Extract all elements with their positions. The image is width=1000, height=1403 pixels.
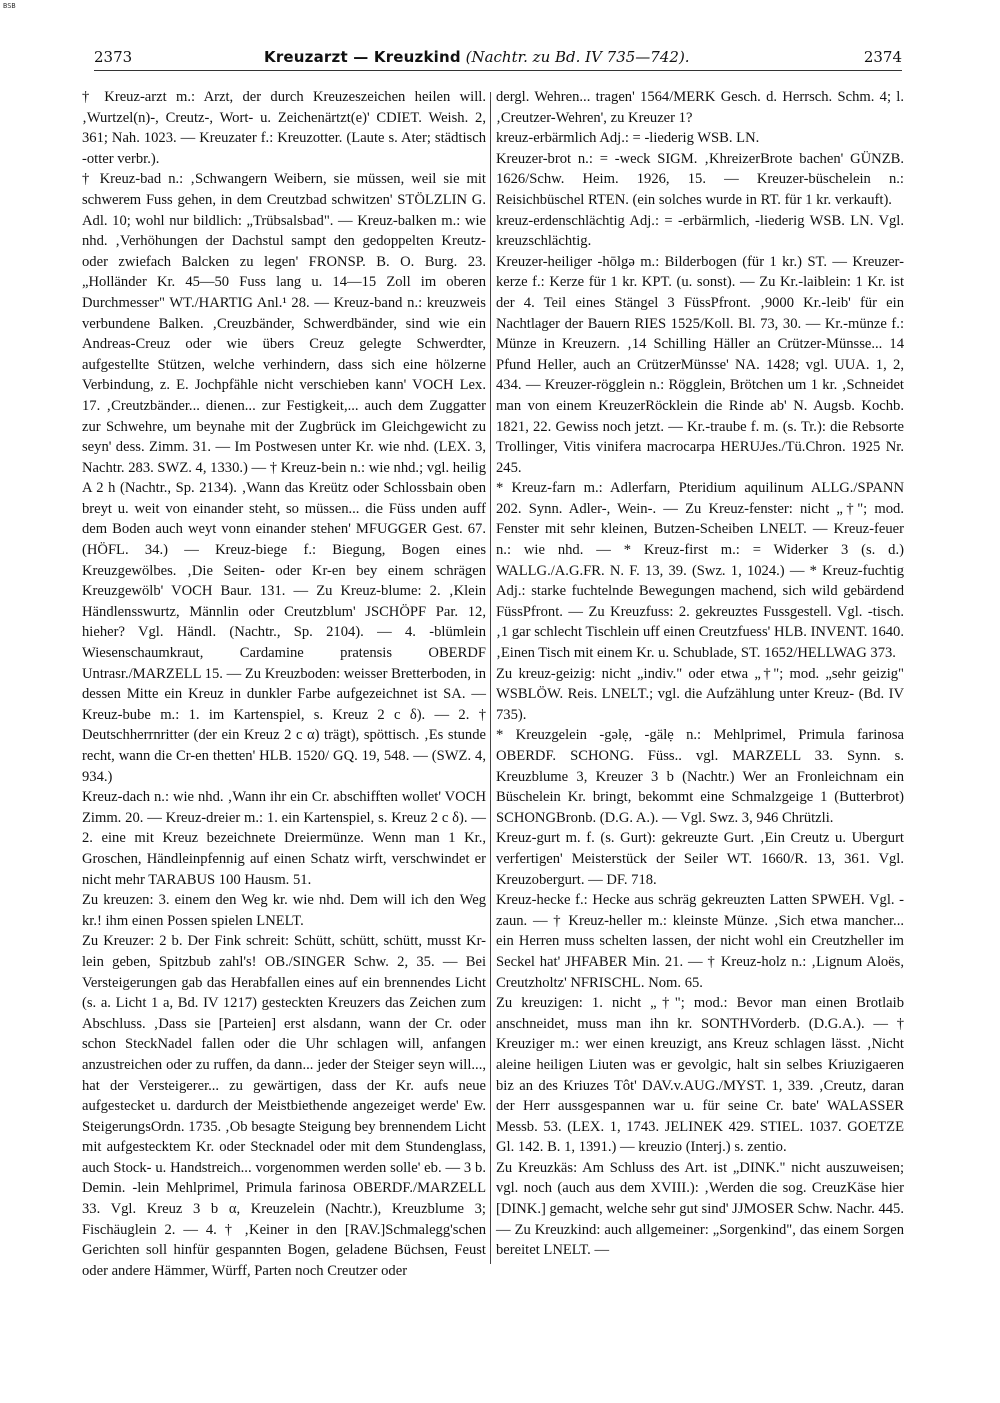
entry-kreuzigen: Zu kreuzigen: 1. nicht „†"; mod.: Bevor man einen Brotlaib anschneidet, muss man ihn kr. SONTHVorderb. (D.G.A.). — † Kreuziger m.: wer einen kreuzigt, ans Kreuz schlagen lässt. ‚Nicht aleine heiligen Liuten was er gevolgic, halt sin selbes Kriuzigaeren biz an des Kriuzes Tôt' DAV.v.AUG./MYST. 1, 339. ‚Creutz, daran der Herr aussgespannen war u. für seine Cr. bate' WALASSER Messb. 53. (LEX. 1, 1743. JELINEK 429. STIEL. 1037. GOETZE Gl. 142. B. 1, 1391.) — kreuzio (Interj.) s. zentio. xyxy=(496,995,904,1156)
entry-continuation: dergl. Wehren... tragen' 1564/MERK Gesch. d. Herrsch. Schm. 4; l. ‚Creutzer-Wehren', zu Kreuzer 1? xyxy=(496,89,904,126)
column-divider xyxy=(490,92,491,1264)
headword-range: Kreuzarzt — Kreuzkind xyxy=(264,48,461,66)
entry-kreuzer-brot: Kreuzer-brot n.: = -weck SIGM. ‚KhreizerBrote bachen' GÜNZB. 1626/Schw. Heim. 1926, 15. — Kreuzer-büschelein n.: Reisichbüschel RTEN. (ein solches wurde in RT. für 1 kr. verkauft). xyxy=(496,150,904,208)
entry-kreuz-geizig: Zu kreuz-geizig: nicht „indiv." oder etwa „†"; mod. „sehr geizig" WSBLÖW. Reis. LNELT.; vgl. die Aufzählung unter Kreuz- (Bd. IV 735). xyxy=(496,665,904,723)
right-column xyxy=(496,87,904,1261)
page-number-left: 2373 xyxy=(94,48,133,66)
header-rule xyxy=(94,70,902,71)
entry-kreuzgelein: * Kreuzgelein -gəlẹ, -gälẹ n.: Mehlprimel, Primula farinosa OBERDF. SCHONG. Füss.. vgl. MARZELL 33. Synn. s. Kreuzblume 3, Kreuzer 3 b (Nachtr.) Wer an Fronleichnam ein Büschelein Kr. bringt, bekommt eine Schmalzgeige 1 (Butterbrot) SCHONGBronb. (D.G. A.). — Vgl. Swz. 3, 946 Chrützli. xyxy=(496,727,904,826)
entry-kreuzer-heiliger: Kreuzer-heiliger -hōlgə m.: Bilderbogen (für 1 kr.) ST. — Kreuzer-kerze f.: Kerze für 1 kr. KPT. (u. sonst). — Zu Kr.-laiblein: 1 Kr. ist der 4. Teil eines Stängel 3 FüssPfront. ‚9000 Kr.-leib' für ein Nachtlager der Bauern RIES 1525/Koll. Bl. 73, 30. — Kr.-münze f.: Münze in Kreuzern. ‚14 Schilling Häller an Crützer-Münsse... 14 Pfund Heller, auch an CrützerMünsse' NA. 1428; vgl. UUA. 1, 2, 434. — Kreuzer-rögglein n.: Rögglein, Brötchen um 1 kr. ‚Schneidet man von einem KreuzerRöcklein die Rinde ab' N. Augsb. Kochb. 1821, 22. Gewiss noch jetzt. — Kr.-traube f. m. (s. Tr.): die Rebsorte Trollinger, Vitis vinifera macrocarpa HERUJes./Tü.Chron. 1925 Nr. 245. xyxy=(496,253,904,476)
entry-kreuz-bad: † Kreuz-bad n.: ‚Schwangern Weibern, sie müssen, weil sie mit schwerem Fuss gehen, in dem Creutzbad schwitzen' STÖLZLIN G. Adl. 10; wohl nur bildlich: „Trübsalsbad". — Kreuz-balken m.: wie nhd. ‚Verhöhungen der Dachstul sampt den gedoppelten Kreutz- oder zwiefach Balcken zu legen' FRONSP. B. O. Burg. 23. „Holländer Kr. 45—50 Fuss lang u. 14—15 Zoll im oberen Durchmesser" WT./HARTIG Anl.¹ 28. — Kreuz-band n.: kreuzweis verbundene Balken. ‚Creuzbänder, Schwerdbänder, sind wie ein Andreas-Creuz oder wie übers Creuz gelegte Schwerdter, aufgestellte Stützen, welche verhindern, dass sich eine hölzerne Verbindung, z. E. Jochpfähle nicht verschieben kann' VOCH Lex. 17. ‚Creutzbänder... dienen... zur Festigkeit,... auch dem Zuggatter zur Schwehre, um beynahe mit der Zugbrück im Gleichgewicht zu seyn' dess. Zimm. 31. — Im Postwesen unter Kr. wie nhd. (LEX. 3, Nachtr. 283. SWZ. 4, 1330.) — † Kreuz-bein n.: wie nhd.; vgl. heilig A 2 h (Nachtr., Sp. 2134). ‚Wann das Kreütz oder Schlossbain oben breyt u. weit von einander steht, so müssen... die Füss unden auff dem Boden auch weyt vonn einander stehen' MFUGGER Gest. 67. (HÖFL. 34.) — Kreuz-biege f.: Biegung, Bogen eines Kreuzgewölbes. ‚Die Seiten- oder Kr-en bey einem schrägen Kreuzgewölb' VOCH Baur. 131. — Zu Kreuz-blume: 2. ‚Klein Händlensswurtz, Männlin oder Creutzblum' JSCHÖPF Par. 12, hieher? Vgl. Händl. (Nachtr., Sp. 2104). — 4. -blümlein Wiesenschaumkraut, Cardamine pratensis OBERDF Untrasr./MARZELL 15. — Zu Kreuzboden: weisser Bretterboden, in dessen Mitte ein Kreuz in dunkler Farbe aufgezeichnet ist SA. — Kreuz-bube m.: 1. im Kartenspiel, s. Kreuz 2 c δ). — 2. † Deutschherrnritter (der ein Kreuz 2 c α) trägt), spöttisch. ‚Es stunde recht, wann die Cr-en thetten' HLB. 1520/ GQ. 19, 548. — (SWZ. 4, 934.) xyxy=(82,171,486,785)
running-title xyxy=(264,48,690,66)
supplement-reference: (Nachtr. zu Bd. IV 735—742). xyxy=(465,48,690,66)
page-number-right: 2374 xyxy=(863,48,902,66)
entry-kreuz-dach: Kreuz-dach n.: wie nhd. ‚Wann ihr ein Cr. abschifften wollet' VOCH Zimm. 20. — Kreuz-dreier m.: 1. ein Kartenspiel, s. Kreuz 2 c δ). — 2. eine mit Kreuz bezeichnete Dreiermünze. Wenn man 1 Kr., Groschen, Händleinpfennig auf einen Schatz wirft, verschwindet er nicht mehr TARABUS 100 Hausm. 51. xyxy=(82,789,486,888)
entry-kreuz-arzt: † Kreuz-arzt m.: Arzt, der durch Kreuzeszeichen heilen will. ‚Wurtzel(n)-, Creutz-, Wort- u. Zeichenärtzt(e)' CDIET. Weish. 2, 361; Nah. 1023. — Kreuzater f.: Kreuzotter. (Laute s. Ater; städtisch -otter verbr.). xyxy=(82,89,486,167)
entry-kreuzer: Zu Kreuzer: 2 b. Der Fink schreit: Schütt, schütt, schütt, musst Kr-lein geben, Spitzbub zahl's! OB./SINGER Schw. 2, 35. — Bei Versteigerungen gab das Herabfallen eines auf ein brennendes Licht (s. a. Licht 1 a, Bd. IV 1217) gesteckten Kreuzers das Zeichen zum Abschluss. ‚Dass sie [Parteien] erst alsdann, wann der Cr. oder schon SteckNadel fallen oder die Uhr schlagen will, anfangen anzustreichen oder zu ruffen, da dann... jeder der Steiger seyn will..., hat der Versteigerer... zu gewärtigen, dass der Kr. aufs neue aufgestecket u. dardurch der Meistbiethende angezeiget werde' Ew. SteigerungsOrdn. 1735. ‚Ob besagte Steigung bey brennendem Licht mit aufgestecktem Kr. oder Stecknadel oder mit dem Stundenglass, auch Stock- u. Handstreich... vorgenommen werden solle' eb. — 3 b. Demin. -lein Mehlprimel, Primula farinosa OBERDF./MARZELL 33. Vgl. Kreuz 3 b α, Kreuzelein (Nachtr.), Kreuzblume 3; Fischäuglein 2. — 4. † ‚Keiner in den [RAV.]Schmalegg'schen Gerichten soll hinfür gespannten Bogen, geladene Büchsen, Feust oder andere Hämmer, Würff, Parten noch Creutzer oder xyxy=(82,933,486,1279)
running-header xyxy=(94,48,902,68)
library-stamp: BSB xyxy=(3,2,16,10)
entry-kreuz-erdenschlaechtig: kreuz-erdenschlächtig Adj.: = -erbärmlich, -liederig WSB. LN. Vgl. kreuzschlächtig. xyxy=(496,212,904,250)
entry-kreuz-gurt: Kreuz-gurt m. f. (s. Gurt): gekreuzte Gurt. ‚Ein Creutz u. Ubergurt verfertigen' Meisterstück der Seiler WT. 1660/R. 13, 361. Vgl. Kreuzobergurt. — DF. 718. xyxy=(496,830,904,888)
entry-kreuz-erbaermlich: kreuz-erbärmlich Adj.: = -liederig WSB. LN. xyxy=(496,130,760,147)
left-column xyxy=(82,87,486,1281)
entry-kreuzkaes: Zu Kreuzkäs: Am Schluss des Art. ist „DINK." nicht auszuweisen; vgl. noch (auch aus dem XVIII.): ‚Werden die sog. CreuzKäse hier [DINK.] gemacht, welche sehr gut sind' JJMOSER Schw. Nachr. 445. — Zu Kreuzkind: auch allgemeiner: „Sorgenkind", das einem Sorgen bereitet LNELT. — xyxy=(496,1159,904,1259)
entry-kreuz-farn: * Kreuz-farn m.: Adlerfarn, Pteridium aquilinum ALLG./SPANN 202. Synn. Adler-, Wein-. — Zu Kreuz-fenster: nicht „†"; mod. Fenster mit sehr kleinen, Butzen-Scheiben LNELT. — Kreuz-feuer n.: wie nhd. — * Kreuz-first m.: = Widerker 3 (s. d.) WALLG./A.G.FR. N. F. 13, 39. (Swz. 1, 1024.) — * Kreuz-fuchtig Adj.: starke fuchtelnde Bewegungen machend, sich wild gebärdend FüssPfront. — Zu Kreuzfuss: 2. gekreuztes Fussgestell. Vgl. -tisch. ‚1 gar schlecht Tischlein uff einen Creutzfuess' HLB. INVENT. 1640. ‚Einen Tisch mit einem Kr. u. Schublade, ST. 1652/HELLWAG 373. xyxy=(496,480,904,662)
entry-kreuz-hecke: Kreuz-hecke f.: Hecke aus schräg gekreuzten Latten SPWEH. Vgl. -zaun. — † Kreuz-heller m.: kleinste Münze. ‚Sich etwa mancher... ein Herren muss schelten lassen, der nicht wohl ein Creutzheller im Seckel hat' JHFABER Min. 21. — † Kreuz-holz n.: ‚Lignum Aloës, Creutzholtz' NFRISCHL. Nom. 65. xyxy=(496,892,904,991)
entry-kreuzen: Zu kreuzen: 3. einem den Weg kr. wie nhd. Dem will ich den Weg kr.! ihm einen Possen spielen LNELT. xyxy=(82,892,486,929)
